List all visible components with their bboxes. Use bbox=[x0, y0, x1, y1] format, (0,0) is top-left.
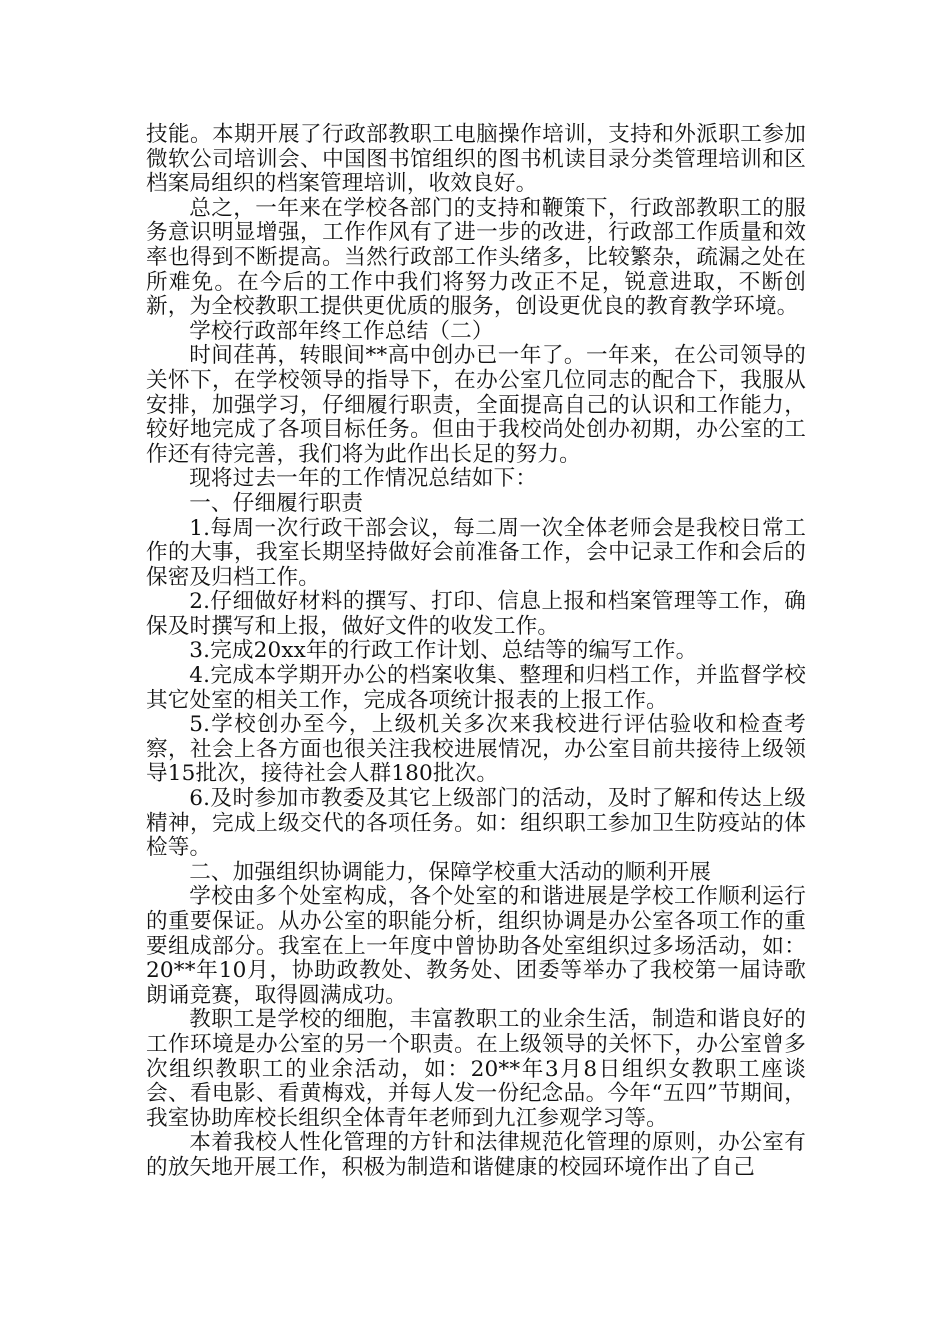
list-item: 2.仔细做好材料的撰写、打印、信息上报和档案管理等工作，确保及时撰写和上报，做好文件的收发工作。 bbox=[146, 589, 806, 639]
paragraph: 总之，一年来在学校各部门的支持和鞭策下，行政部教职工的服务意识明显增强，工作作风有了进一步的改进，行政部工作质量和效率也得到不断提高。当然行政部工作头绪多，比较繁杂，疏漏之处在所难免。在今后的工作中我们将努力改正不足，锐意进取，不断创新，为全校教职工提供更优质的服务，创设更优良的教育教学环境。 bbox=[146, 195, 806, 320]
paragraph: 时间荏苒，转眼间**高中创办已一年了。一年来，在公司领导的关怀下，在学校领导的指导下，在办公室几位同志的配合下，我服从安排，加强学习，仔细履行职责，全面提高自己的认识和工作能力，较好地完成了各项目标任务。但由于我校尚处创办初期，办公室的工作还有待完善，我们将为此作出长足的努力。 bbox=[146, 343, 806, 467]
paragraph: 本着我校人性化管理的方针和法律规范化管理的原则，办公室有的放矢地开展工作，积极为制造和谐健康的校园环境作出了自己 bbox=[146, 1130, 806, 1180]
section-heading: 一、仔细履行职责 bbox=[189, 490, 364, 516]
paragraph: 技能。本期开展了行政部教职工电脑操作培训，支持和外派职工参加微软公司培训会、中国图书馆组织的图书机读目录分类管理培训和区档案局组织的档案管理培训，收效良好。 bbox=[146, 122, 806, 197]
section-heading: 二、加强组织协调能力，保障学校重大活动的顺利开展 bbox=[189, 859, 712, 885]
paragraph: 学校由多个处室构成，各个处室的和谐进展是学校工作顺利运行的重要保证。从办公室的职能分析，组织协调是办公室各项工作的重要组成部分。我室在上一年度中曾协助各处室组织过多场活动，如：20**年10月，协助政教处、教务处、团委等举办了我校第一届诗歌朗诵竞赛，取得圆满成功。 bbox=[146, 884, 806, 1008]
list-item: 4.完成本学期开办公的档案收集、整理和归档工作，并监督学校其它处室的相关工作，完成各项统计报表的上报工作。 bbox=[146, 663, 806, 713]
list-item: 1.每周一次行政干部会议，每二周一次全体老师会是我校日常工作的大事，我室长期坚持做好会前准备工作，会中记录工作和会后的保密及归档工作。 bbox=[146, 515, 806, 590]
list-item: 5.学校创办至今，上级机关多次来我校进行评估验收和检查考察，社会上各方面也很关注我校进展情况，办公室目前共接待上级领导15批次，接待社会人群180批次。 bbox=[146, 712, 806, 787]
document-body bbox=[146, 123, 806, 1181]
list-item: 6.及时参加市教委及其它上级部门的活动，及时了解和传达上级精神，完成上级交代的各项任务。如：组织职工参加卫生防疫站的体检等。 bbox=[146, 786, 806, 861]
paragraph: 现将过去一年的工作情况总结如下： bbox=[189, 466, 538, 492]
list-item: 3.完成20xx年的行政工作计划、总结等的编写工作。 bbox=[189, 638, 698, 664]
section-heading: 学校行政部年终工作总结（二） bbox=[189, 318, 494, 344]
paragraph: 教职工是学校的细胞，丰富教职工的业余生活，制造和谐良好的工作环境是办公室的另一个职责。在上级领导的关怀下，办公室曾多次组织教职工的业余活动，如：20**年3月8日组织女教职工座谈会、看电影、看黄梅戏，并每人发一份纪念品。今年“五四”节期间，我室协助库校长组织全体青年老师到九江参观学习等。 bbox=[146, 1007, 806, 1131]
